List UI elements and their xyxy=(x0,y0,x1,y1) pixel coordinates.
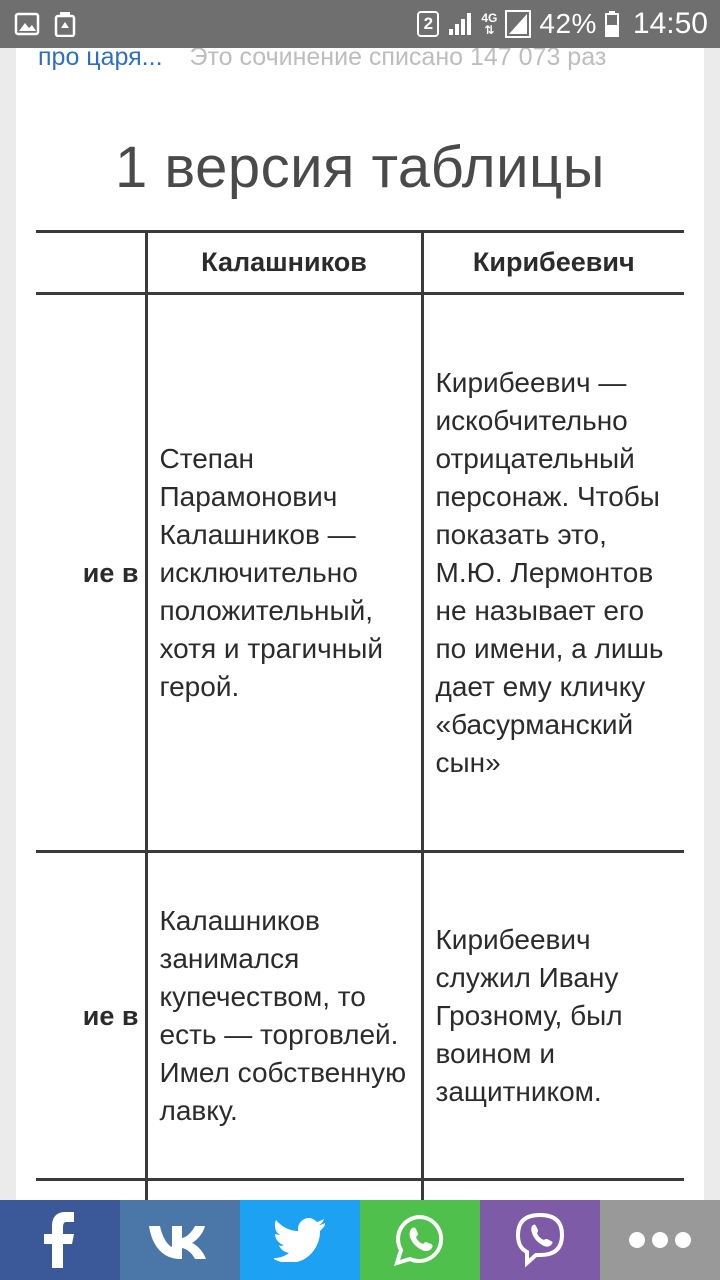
table-row xyxy=(36,1180,684,1201)
row-label: ие в xyxy=(36,852,146,1180)
share-viber-button[interactable] xyxy=(480,1200,600,1280)
facebook-icon xyxy=(40,1212,80,1268)
share-more-button[interactable] xyxy=(600,1200,720,1280)
status-bar xyxy=(0,0,720,48)
cell-kalashnikov xyxy=(146,1180,422,1201)
network-type-label: 4G xyxy=(481,11,498,25)
share-vk-button[interactable] xyxy=(120,1200,240,1280)
table-row xyxy=(36,852,684,1180)
share-facebook-button[interactable] xyxy=(0,1200,120,1280)
row-label: ие в xyxy=(36,294,146,852)
copy-counter: Это сочинение списано 147 073 раз xyxy=(189,48,607,71)
cell-kiribeevich: Кирибеевич — искобчительно отрицательный персонаж. Чтобы показать это, М.Ю. Лермонтов не называет его по имени, а лишь дает ему кличку «басурманский сын» xyxy=(422,294,684,852)
cell-kiribeevich: Кирибеевич служил Ивану Грозному, был воином и защитником. xyxy=(422,852,684,1180)
share-bar xyxy=(0,1200,720,1280)
row-label xyxy=(36,1180,146,1201)
cell-kalashnikov: Калашников занимался купечеством, то есть — торговлей. Имел собственную лавку. xyxy=(146,852,422,1180)
vk-icon xyxy=(147,1220,213,1260)
sim-slot-badge: 2 xyxy=(417,11,439,37)
more-icon xyxy=(627,1230,693,1250)
breadcrumb-link[interactable]: про царя... xyxy=(38,48,163,71)
table-row xyxy=(36,294,684,852)
battery-percent: 42% xyxy=(539,8,597,39)
table-header-row xyxy=(36,232,684,294)
signal-icon xyxy=(447,11,473,37)
share-whatsapp-button[interactable] xyxy=(360,1200,480,1280)
recycle-icon xyxy=(54,11,76,37)
signal-2-icon xyxy=(505,10,531,38)
status-bar-right xyxy=(417,7,708,41)
comparison-table xyxy=(36,230,684,1200)
table-header-label xyxy=(36,232,146,294)
table-header-kalashnikov: Калашников xyxy=(146,232,422,294)
viber-icon xyxy=(513,1212,567,1268)
clock: 14:50 xyxy=(632,7,708,40)
status-bar-left xyxy=(14,11,76,37)
top-strip xyxy=(38,48,698,78)
network-type: 4G ⇅ xyxy=(481,11,498,37)
image-icon xyxy=(14,12,40,36)
article-page xyxy=(16,48,704,1200)
whatsapp-icon xyxy=(393,1213,447,1267)
share-twitter-button[interactable] xyxy=(240,1200,360,1280)
comparison-table-wrapper[interactable] xyxy=(36,230,684,1200)
cell-kalashnikov: Степан Парамонович Калашников — исключительно положительный, хотя и трагичный герой. xyxy=(146,294,422,852)
twitter-icon xyxy=(274,1218,326,1262)
cell-kiribeevich xyxy=(422,1180,684,1201)
battery-icon xyxy=(605,11,619,37)
table-header-kiribeevich: Кирибеевич xyxy=(422,232,684,294)
section-title: 1 версия таблицы xyxy=(115,135,605,200)
